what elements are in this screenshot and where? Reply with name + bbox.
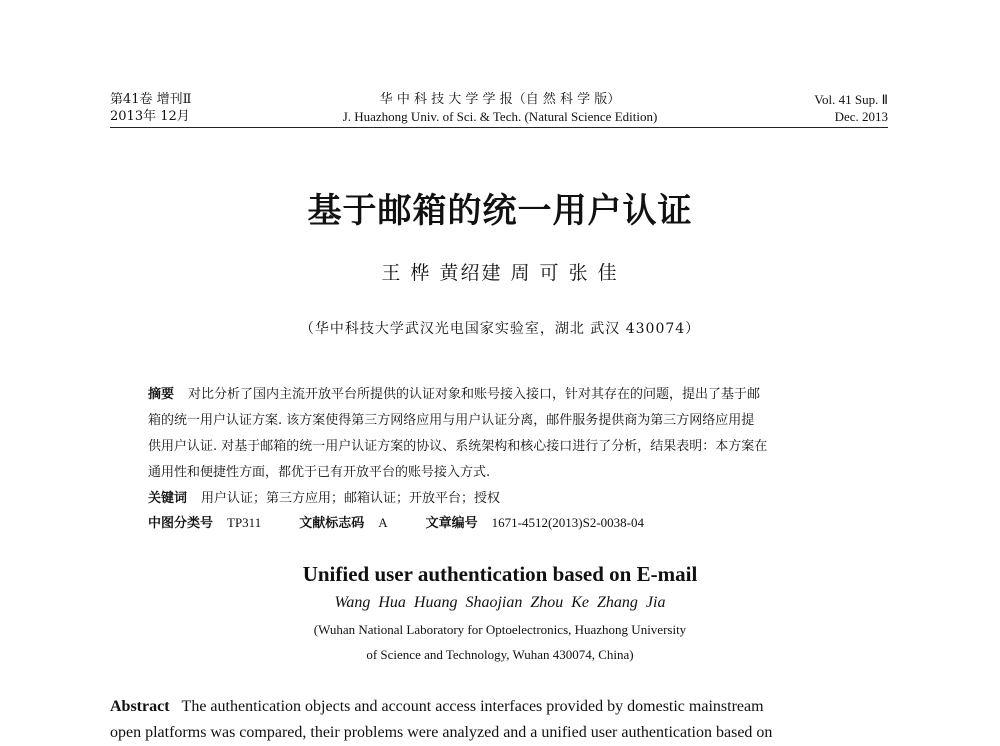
abstract-cn-line-3: 供用户认证. 对基于邮箱的统一用户认证方案的协议、系统架构和核心接口进行了分析，结果表明：本方案在 [148,439,768,454]
header-journal-en: J. Huazhong Univ. of Sci. & Tech. (Natural Science Edition) [342,109,658,124]
keywords-cn-label: 关键词 [148,491,188,506]
abstract-cn-label: 摘要 [148,387,175,402]
header-volume: 第41卷 增刊Ⅱ [110,92,192,107]
classification-row [148,512,644,531]
abstract-cn-line-1: 摘要 对比分析了国内主流开放平台所提供的认证对象和账号接入接口，针对其存在的问题，提出了基于邮 [148,387,761,402]
header-date: 2013年 12月 [110,109,190,124]
affiliation-en-line-2: of Science and Technology, Wuhan 430074, China) [366,647,634,662]
authors-cn: 王 桦 黄绍建 周 可 张 佳 [381,262,619,284]
affiliation-cn: （华中科技大学武汉光电国家实验室，湖北 武汉 430074） [299,321,701,337]
authors-en: Wang Hua Huang Shaojian Zhou Ke Zhang Jia [334,594,666,611]
abstract-en-label: Abstract [110,698,170,715]
page-title-en: Unified user authentication based on E-mail [302,562,698,586]
clc-value: TP311 [227,515,262,530]
header-volume-en: Vol. 41 Sup. Ⅱ [814,92,888,107]
clc-label: 中图分类号 [148,516,214,531]
abstract-cn-line-2: 箱的统一用户认证方案. 该方案使得第三方网络应用与用户认证分离，邮件服务提供商为第三方网络应用提 [148,413,755,428]
doc-code-label: 文献标志码 [299,516,365,531]
header-journal-cn: 华 中 科 技 大 学 学 报（自 然 科 学 版） [379,92,621,107]
article-no-label: 文章编号 [425,516,478,531]
article-no-value: 1671-4512(2013)S2-0038-04 [491,515,645,530]
abstract-cn-line-4: 通用性和便捷性方面，都优于已有开放平台的账号接入方式. [148,465,491,480]
header-rule [110,127,888,128]
abstract-en-line-2: open platforms was compared, their problems were analyzed and a unified user authentication based on [110,724,773,741]
page-title-cn: 基于邮箱的统一用户认证 [307,191,693,231]
affiliation-en-line-1: (Wuhan National Laboratory for Optoelectronics, Huazhong University [313,622,687,637]
abstract-en-line-1: Abstract The authentication objects and account access interfaces provided by domestic mainstream [110,698,764,715]
header-date-en: Dec. 2013 [834,109,888,124]
keywords-cn: 关键词 用户认证；第三方应用；邮箱认证；开放平台；授权 [148,491,501,506]
doc-code-value: A [378,515,388,530]
